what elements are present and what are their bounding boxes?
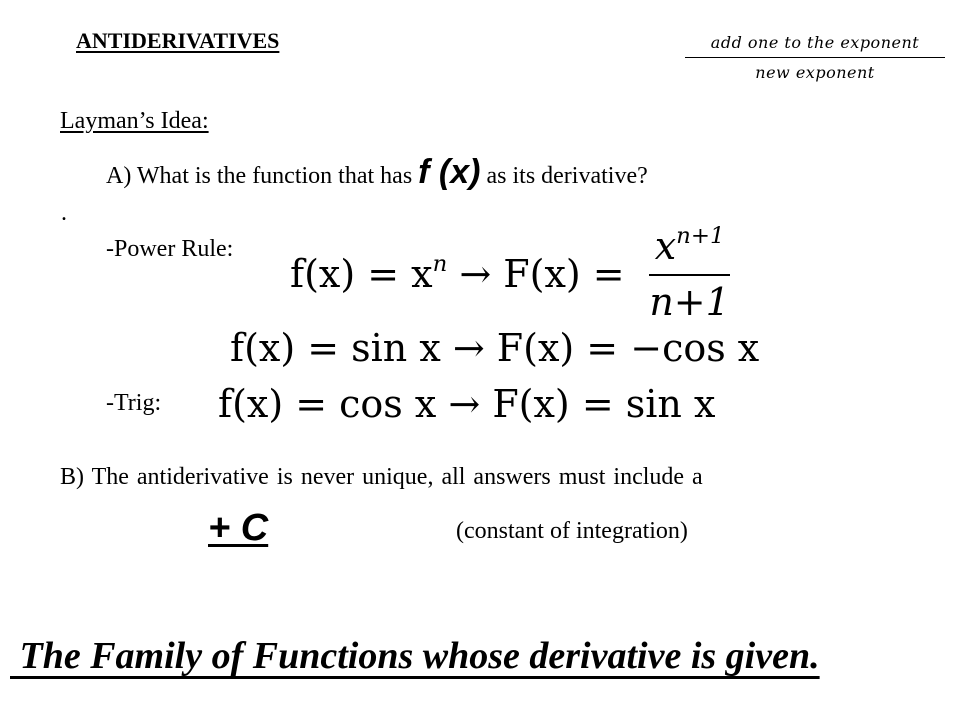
part-a-suffix: as its derivative?: [480, 163, 648, 189]
sin-rule-formula: f(x) = sin x → F(x) = −cos x: [230, 326, 760, 370]
hint-denominator: new exponent: [755, 63, 875, 82]
power-rule-fraction: [649, 224, 731, 324]
power-rule-numerator: $x^{n+1}$: [649, 224, 731, 276]
constant-note: (constant of integration): [456, 518, 688, 544]
part-a-fx: f (x): [418, 153, 481, 191]
plus-c-constant: + C: [208, 507, 269, 549]
power-rule-lhs: $f(x) = x^n \to F(x)$ =: [290, 251, 637, 296]
trig-label: -Trig:: [106, 390, 162, 416]
part-a-prefix: A) What is the function that has: [106, 163, 419, 189]
power-rule-label: -Power Rule:: [106, 236, 234, 262]
exponent-hint: [685, 33, 945, 82]
layman-heading: Layman’s Idea:: [60, 108, 209, 134]
bullet-dot: .: [61, 200, 67, 226]
part-b-statement: B) The antiderivative is never unique, all answers must include a: [60, 464, 703, 490]
family-statement: The Family of Functions whose derivative is given.: [10, 635, 820, 677]
power-rule-denominator: n+1: [649, 280, 730, 324]
hint-numerator: add one to the exponent: [685, 33, 945, 58]
page-title: ANTIDERIVATIVES: [76, 28, 280, 53]
power-rule-formula: [290, 224, 730, 324]
cos-rule-formula: f(x) = cos x → F(x) = sin x: [218, 382, 716, 426]
part-a-question: [106, 153, 648, 192]
